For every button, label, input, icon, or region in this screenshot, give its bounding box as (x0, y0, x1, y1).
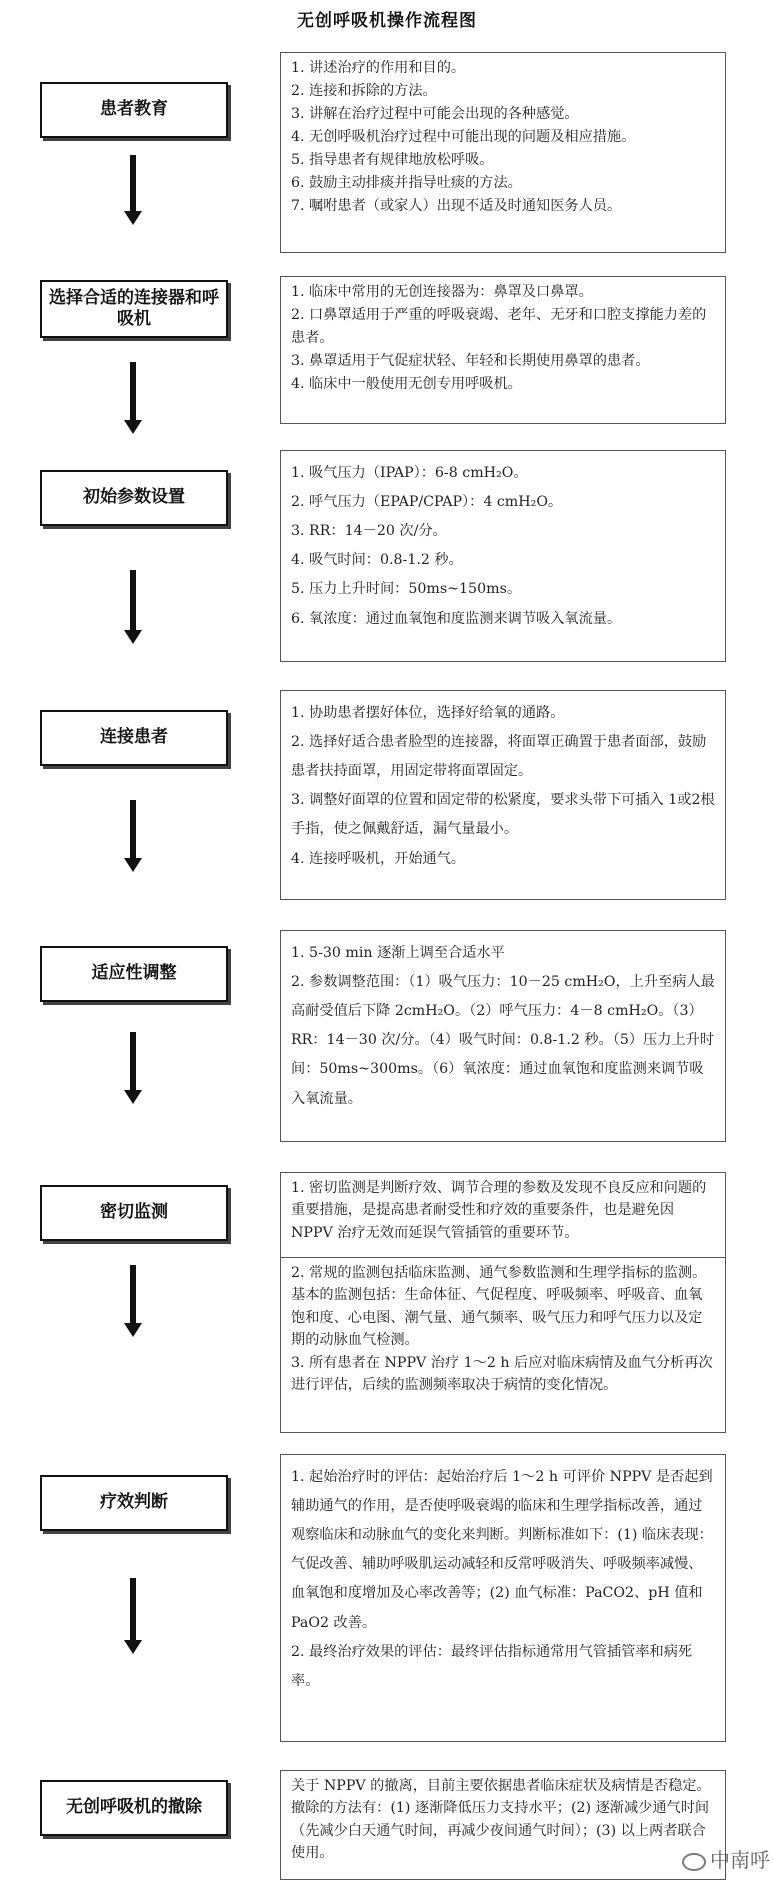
step-close-monitoring: 密切监测 (40, 1185, 228, 1241)
arrow-down-icon (124, 1032, 142, 1104)
step-removal: 无创呼吸机的撤除 (40, 1780, 228, 1836)
detail-box-monitor-b: 2. 常规的监测包括临床监测、通气参数监测和生理学指标的监测。基本的监测包括：生命体征、气促程度、呼吸频率、呼吸音、血氧饱和度、心电图、潮气量、通气频率、吸气压力和呼气压力以及定期的动脉血气检测。 3. 所有患者在 NPPV 治疗 1～2 h 后应对临床病情及血气分析再次进行评估，后续的监测频率取决于病情的变化情况。 (280, 1257, 726, 1433)
detail-box-connector: 1. 临床中常用的无创连接器为：鼻罩及口鼻罩。 2. 口鼻罩适用于严重的呼吸衰竭、老年、无牙和口腔支撑能力差的患者。 3. 鼻罩适用于气促症状轻、年轻和长期使用鼻罩的患者。 4. 临床中一般使用无创专用呼吸机。 (280, 276, 726, 424)
arrow-down-icon (124, 1578, 142, 1654)
page-title: 无创呼吸机操作流程图 (297, 11, 477, 31)
step-select-connector: 选择合适的连接器和呼吸机 (40, 280, 228, 338)
wechat-icon (682, 1853, 706, 1871)
detail-box-removal: 关于 NPPV 的撤离，目前主要依据患者临床症状及病情是否稳定。撤除的方法有：(1) 逐渐降低压力支持水平；(2) 逐渐减少通气时间（先减少白天通气时间，再减少夜间通气时间）；(3) 以上两者联合使用。 (280, 1770, 726, 1880)
arrow-down-icon (124, 800, 142, 872)
step-initial-params: 初始参数设置 (40, 470, 228, 526)
step-connect-patient: 连接患者 (40, 710, 228, 766)
arrow-down-icon (124, 362, 142, 434)
arrow-down-icon (124, 1265, 142, 1337)
detail-box-connect: 1. 协助患者摆好体位，选择好给氧的通路。 2. 选择好适合患者脸型的连接器，将面罩正确置于患者面部，鼓励患者扶持面罩，用固定带将面罩固定。 3. 调整好面罩的位置和固定带的松紧度，要求头带下可插入 1或2根手指，使之佩戴舒适，漏气量最小。 4. 连接呼吸机，开始通气。 (280, 690, 726, 900)
step-adaptive-adjust: 适应性调整 (40, 946, 228, 1002)
detail-box-params: 1. 吸气压力（IPAP）：6-8 cmH₂O。 2. 呼气压力（EPAP/CPAP）：4 cmH₂O。 3. RR：14－20 次/分。 4. 吸气时间：0.8-1.2 秒。 5. 压力上升时间：50ms~150ms。 6. 氧浓度：通过血氧饱和度监测来调节吸入氧流量。 (280, 450, 726, 662)
step-efficacy-judgement: 疗效判断 (40, 1475, 228, 1531)
step-patient-education: 患者教育 (40, 82, 228, 138)
detail-box-monitor-a: 1. 密切监测是判断疗效、调节合理的参数及发现不良反应和问题的重要措施，是提高患者耐受性和疗效的重要条件，也是避免因 NPPV 治疗无效而延误气管插管的重要环节。 (280, 1172, 726, 1258)
watermark: 中南呼 (682, 1844, 770, 1873)
arrow-down-icon (124, 155, 142, 225)
detail-box-efficacy: 1. 起始治疗时的评估：起始治疗后 1～2 h 可评价 NPPV 是否起到辅助通气的作用，是否使呼吸衰竭的临床和生理学指标改善，通过观察临床和动脉血气的变化来判断。判断标准如下：(1) 临床表现：气促改善、辅助呼吸肌运动减轻和反常呼吸消失、呼吸频率减慢、血氧饱和度增加及心率改善等；(2) 血气标准：PaCO2、pH 值和 PaO2 改善。 2. 最终治疗效果的评估：最终评估指标通常用气管插管率和病死率。 (280, 1454, 726, 1742)
detail-box-education: 1. 讲述治疗的作用和目的。 2. 连接和拆除的方法。 3. 讲解在治疗过程中可能会出现的各种感觉。 4. 无创呼吸机治疗过程中可能出现的问题及相应措施。 5. 指导患者有规律地放松呼吸。 6. 鼓励主动排痰并指导吐痰的方法。 7. 嘱咐患者（或家人）出现不适及时通知医务人员。 (280, 52, 726, 253)
arrow-down-icon (124, 570, 142, 644)
detail-box-adjust: 1. 5-30 min 逐渐上调至合适水平 2. 参数调整范围：（1）吸气压力：10－25 cmH₂O，上升至病人最高耐受值后下降 2cmH₂O。（2）呼气压力：4－8 cmH₂O。（3）RR：14－30 次/分。（4）吸气时间：0.8-1.2 秒。（5）压力上升时间：50ms~300ms。（6）氧浓度：通过血氧饱和度监测来调节吸入氧流量。 (280, 930, 726, 1142)
